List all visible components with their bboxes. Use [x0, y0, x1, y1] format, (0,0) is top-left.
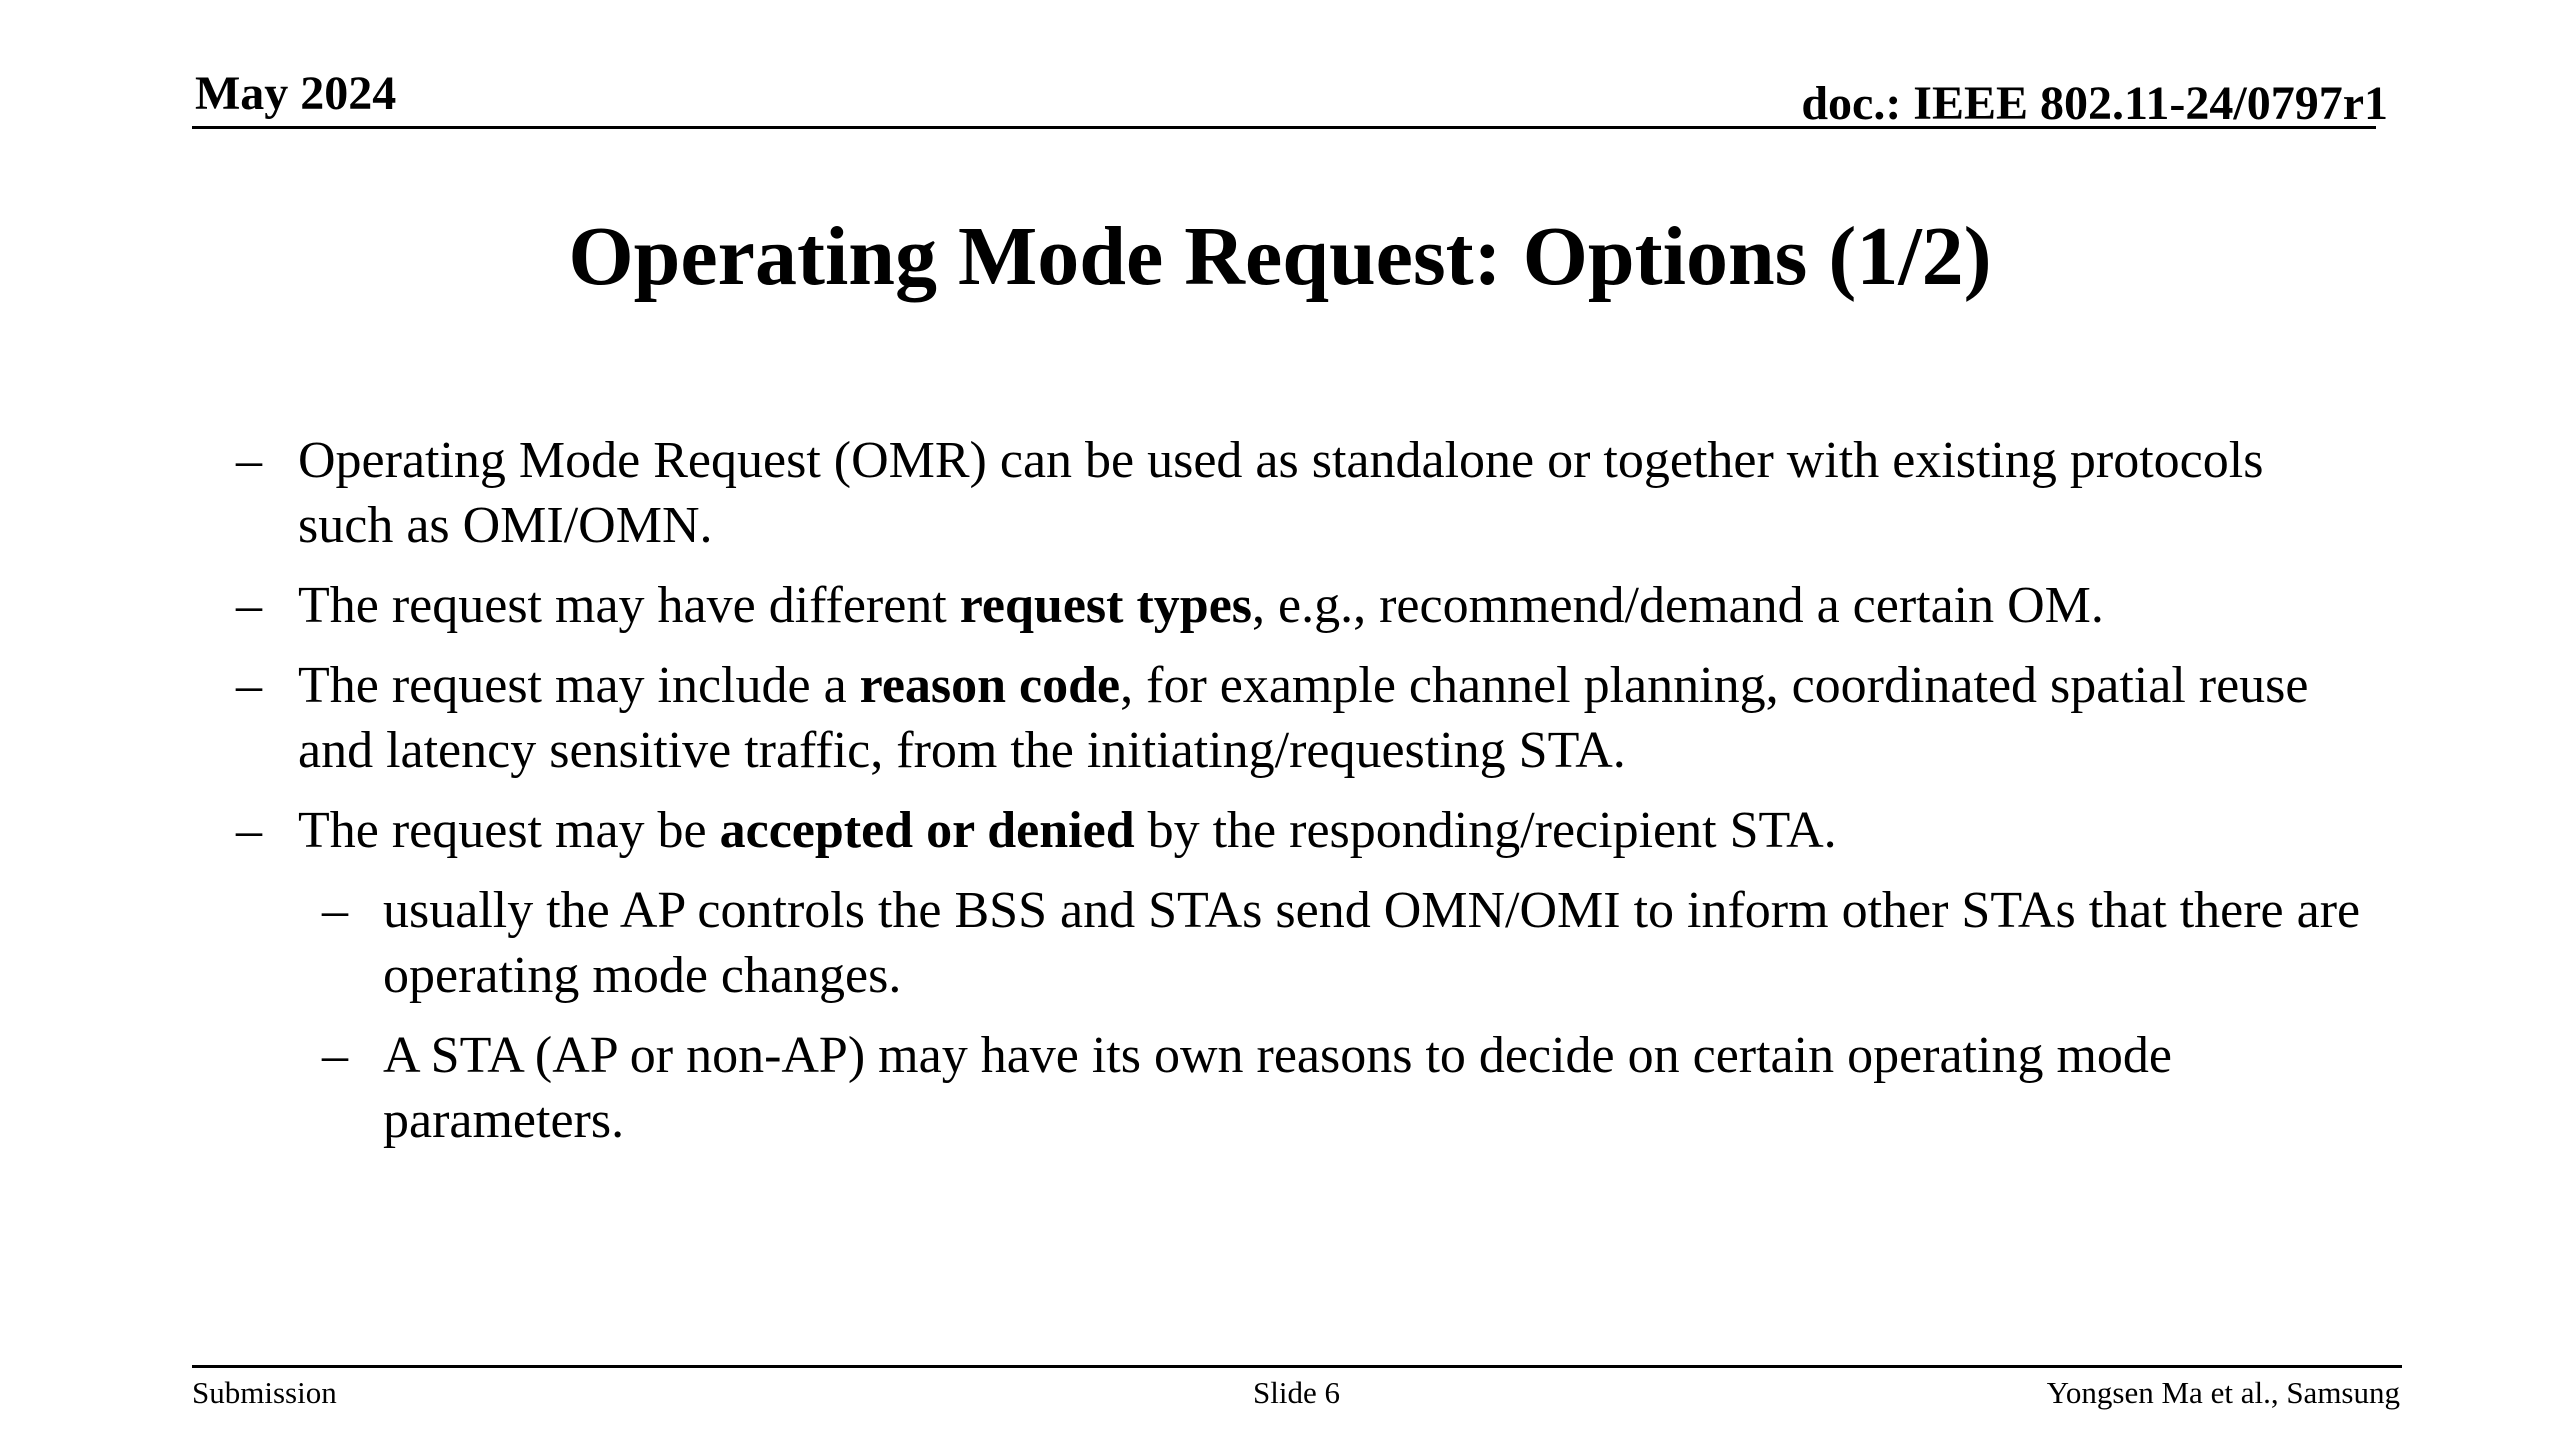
bullet-emphasis: reason code	[859, 657, 1121, 714]
bullet-dash: –	[322, 882, 348, 939]
bullet-text: by the responding/recipient STA.	[1134, 802, 1837, 859]
footer-slide-number: Slide 6	[1253, 1375, 1340, 1410]
bullet-dash: –	[236, 802, 262, 859]
header-date: May 2024	[195, 67, 397, 120]
footer-divider	[192, 1365, 2402, 1368]
bullet-text: The request may include a	[298, 657, 860, 714]
bullet-text: usually the AP controls the BSS and STAs send OMN/OMI to inform other STAs that there are operating mode changes.	[383, 882, 2361, 1004]
bullet-item	[0, 653, 2358, 783]
bullet-text: A STA (AP or non-AP) may have its own reasons to decide on certain operating mode parameters.	[383, 1027, 2172, 1149]
header-doc-id: doc.: IEEE 802.11-24/0797r1	[1801, 77, 2388, 130]
slide-title: Operating Mode Request: Options (1/2)	[568, 210, 1992, 303]
bullet-emphasis: request types	[959, 577, 1253, 634]
bullet-dash: –	[236, 577, 262, 634]
bullet-list	[0, 428, 2560, 1168]
bullet-item	[0, 428, 2358, 558]
sub-bullet-item	[0, 878, 2383, 1008]
bullet-item	[0, 573, 2358, 638]
bullet-dash: –	[236, 432, 262, 489]
header-divider	[192, 126, 2376, 129]
footer-authors: Yongsen Ma et al., Samsung	[2046, 1375, 2400, 1410]
bullet-dash: –	[236, 657, 262, 714]
bullet-text: Operating Mode Request (OMR) can be used as standalone or together with existing protocols such as OMI/OMN.	[298, 432, 2264, 554]
bullet-text: , e.g., recommend/demand a certain OM.	[1252, 577, 2104, 634]
footer-submission: Submission	[192, 1375, 337, 1410]
sub-bullet-item	[0, 1023, 2383, 1153]
bullet-text: The request may be	[298, 802, 720, 859]
bullet-item	[0, 798, 2358, 863]
bullet-text: The request may have different	[298, 577, 960, 634]
bullet-text: , for example channel planning, coordinated spatial reuse and latency sensitive traffic, from the initiating/requesting STA.	[298, 657, 2309, 779]
bullet-emphasis: accepted or denied	[719, 802, 1135, 859]
bullet-dash: –	[322, 1027, 348, 1084]
